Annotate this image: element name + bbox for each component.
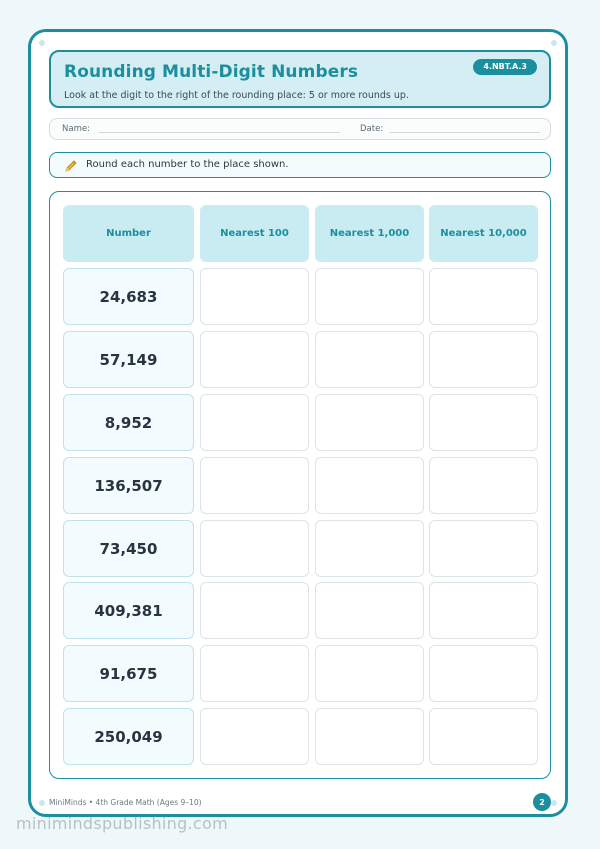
corner-dot bbox=[39, 800, 45, 806]
answer-cell-nearest-10000[interactable] bbox=[429, 708, 538, 765]
worksheet-header bbox=[49, 50, 551, 108]
answer-cell-nearest-1000[interactable] bbox=[315, 457, 424, 514]
number-cell: 409,381 bbox=[63, 582, 194, 639]
answer-cell-nearest-10000[interactable] bbox=[429, 394, 538, 451]
answer-cell-nearest-10000[interactable] bbox=[429, 331, 538, 388]
date-label: Date: bbox=[360, 124, 384, 134]
answer-cell-nearest-100[interactable] bbox=[200, 268, 309, 325]
column-header-nearest-10000: Nearest 10,000 bbox=[429, 205, 538, 262]
name-label: Name: bbox=[62, 124, 90, 134]
answer-cell-nearest-10000[interactable] bbox=[429, 520, 538, 577]
footer-text: MiniMinds • 4th Grade Math (Ages 9–10) bbox=[49, 798, 202, 807]
answer-cell-nearest-100[interactable] bbox=[200, 582, 309, 639]
answer-cell-nearest-100[interactable] bbox=[200, 457, 309, 514]
answer-cell-nearest-100[interactable] bbox=[200, 394, 309, 451]
page-subtitle: Look at the digit to the right of the rounding place: 5 or more rounds up. bbox=[64, 90, 409, 101]
answer-cell-nearest-100[interactable] bbox=[200, 645, 309, 702]
page-title: Rounding Multi-Digit Numbers bbox=[64, 62, 359, 82]
answer-cell-nearest-100[interactable] bbox=[200, 331, 309, 388]
publisher-watermark: minimindspublishing.com bbox=[16, 814, 229, 833]
number-cell: 57,149 bbox=[63, 331, 194, 388]
name-line[interactable] bbox=[98, 132, 340, 133]
answer-cell-nearest-10000[interactable] bbox=[429, 645, 538, 702]
number-cell: 8,952 bbox=[63, 394, 194, 451]
number-cell: 91,675 bbox=[63, 645, 194, 702]
answer-cell-nearest-10000[interactable] bbox=[429, 582, 538, 639]
answer-cell-nearest-1000[interactable] bbox=[315, 645, 424, 702]
corner-dot bbox=[551, 40, 557, 46]
answer-cell-nearest-1000[interactable] bbox=[315, 520, 424, 577]
rounding-table bbox=[49, 191, 551, 779]
name-date-bar bbox=[49, 118, 551, 140]
pencil-icon bbox=[64, 158, 78, 177]
instructions-box bbox=[49, 152, 551, 178]
number-cell: 24,683 bbox=[63, 268, 194, 325]
worksheet-page bbox=[28, 29, 568, 817]
number-cell: 250,049 bbox=[63, 708, 194, 765]
corner-dot bbox=[551, 800, 557, 806]
number-cell: 136,507 bbox=[63, 457, 194, 514]
column-header-nearest-100: Nearest 100 bbox=[200, 205, 309, 262]
answer-cell-nearest-1000[interactable] bbox=[315, 708, 424, 765]
standard-badge: 4.NBT.A.3 bbox=[473, 59, 537, 75]
instructions-text: Round each number to the place shown. bbox=[86, 159, 289, 170]
answer-cell-nearest-1000[interactable] bbox=[315, 331, 424, 388]
answer-cell-nearest-10000[interactable] bbox=[429, 268, 538, 325]
answer-cell-nearest-1000[interactable] bbox=[315, 268, 424, 325]
answer-cell-nearest-1000[interactable] bbox=[315, 394, 424, 451]
answer-cell-nearest-10000[interactable] bbox=[429, 457, 538, 514]
page-number-badge: 2 bbox=[533, 793, 551, 811]
date-line[interactable] bbox=[390, 132, 540, 133]
answer-cell-nearest-1000[interactable] bbox=[315, 582, 424, 639]
corner-dot bbox=[39, 40, 45, 46]
number-cell: 73,450 bbox=[63, 520, 194, 577]
column-header-nearest-1000: Nearest 1,000 bbox=[315, 205, 424, 262]
answer-cell-nearest-100[interactable] bbox=[200, 520, 309, 577]
column-header-number: Number bbox=[63, 205, 194, 262]
answer-cell-nearest-100[interactable] bbox=[200, 708, 309, 765]
